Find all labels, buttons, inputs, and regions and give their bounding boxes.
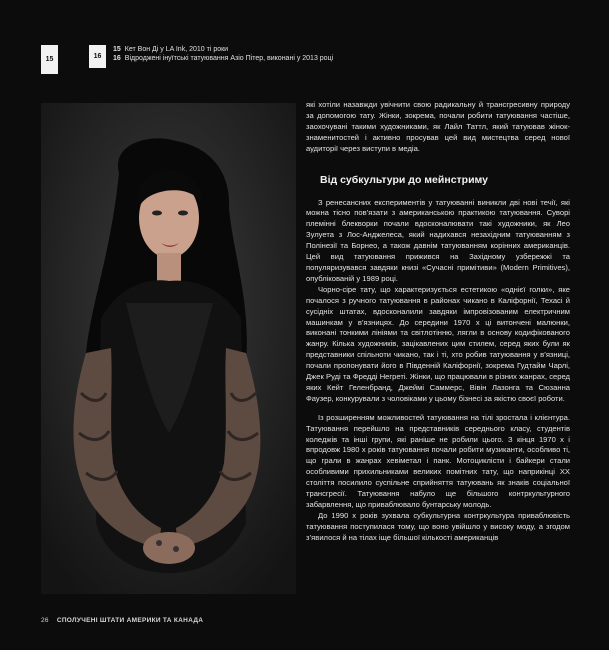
page-footer xyxy=(41,617,203,624)
article-paragraph-3: Із розширенням можливостей татуювання на тілі зростала і клієнтура. Татуювання перейшло на представників середнього класу, студентів коледжів та інші групи, які раніше не робили цього. З кінця 1970 х і впродовж 1980 х років татуювання почали робити музиканти, особливо ті, що грали в жанрах хевіметал і панк. Мотоциклісти і байкери стали особливими прихильниками великих помітних тату, що наприкінці XX століття посилило суспільне сприйняття татуювань як знаків соціальної трансгресії. Татуювання набуло ще більшого контркультурного забарвлення, що приваблювало бунтарську молодь. xyxy=(306,412,570,509)
section-heading: Від субкультури до мейнстриму xyxy=(320,173,489,186)
article-paragraph-2: Чорно-сіре тату, що характеризується естетикою «однієї голки», яке почалося з ручного татуювання в районах чикано в Каліфорнії, Техасі й сусідніх штатах, вдосконалили завдяки імпровізованим електричним машинкам у в’язницях. До середини 1970 х ці витончені малюнки, виконані тонкими лініями та світлотінню, лягли в основу кодифікованого жанру. Кілька художників, зацікавлених цим стилем, серед яких були як представники спільноти чикано, так і ті, хто робив татуювання у в’язниці, почали пропонувати його в Південній Каліфорнії, зокрема Гудтайм Чарлі, Джек Руді та Фредді Негреті. Жінки, що працювали в різних жанрах, серед яких Кейт Геленбранд, Джеймі Саммерс, Вівін Лазонга та Сюзанна Фаузер, конкурували з чоловіками у цьому бізнесі за якістю своєї роботи. xyxy=(306,284,570,403)
page-number: 26 xyxy=(41,617,49,624)
intro-paragraph: які хотіли назавжди увічнити свою радикальну й трансгресивну природу за допомогою тату. Жінки, зокрема, почали робити татуювання частіше, заохочувані такими художниками, як Лайл Таттл, який татуював жінок-знаменитостей і активно просував цей вид мистецтва серед нової аудиторії через виступи в медіа. xyxy=(306,100,570,153)
figure-number-badge-15: 15 xyxy=(41,45,58,74)
portrait-illustration xyxy=(41,103,296,594)
caption-number: 15 xyxy=(113,46,121,53)
caption-16 xyxy=(113,54,333,63)
article-column xyxy=(306,100,570,544)
caption-15 xyxy=(113,45,333,54)
article-paragraph-1: З ренесансних експериментів у татуюванні виникли дві нові течії, які можна тісно пов’язати з американською практикою татуювання. Суворі племінні блекворки почали вдосконалювати такі художники, як Лео Зулуета з Лос-Анджелеса, який надихався незахідним татуюванням з Полінезії та Борнео, а також давнім татуюванням корінних американців. Цей вид татуювання прижився на Західному узбережжі та популяризувався завдяки книзі «Сучасні примітиви» (Modern Primitives), опублікованій у 1989 році. xyxy=(306,197,570,283)
figure-captions xyxy=(113,45,333,63)
caption-number: 16 xyxy=(113,55,121,62)
portrait-photo xyxy=(41,103,296,594)
figure-number-badge-16: 16 xyxy=(89,45,106,68)
article-paragraph-4: До 1990 х років зухвала субкультурна контркультура приваблювість татуювання поступилася тому, що воно увійшло у високу моду, а згодом з’явилося й на тілах іще більшої кількості американців xyxy=(306,510,570,542)
caption-text: Кет Вон Ді у LA Ink, 2010 ті роки xyxy=(124,46,229,53)
section-title: СПОЛУЧЕНІ ШТАТИ АМЕРИКИ ТА КАНАДА xyxy=(56,617,204,624)
caption-text: Відроджені інуїтські татуювання Азіо Пітер, виконані у 2013 році xyxy=(124,55,334,62)
